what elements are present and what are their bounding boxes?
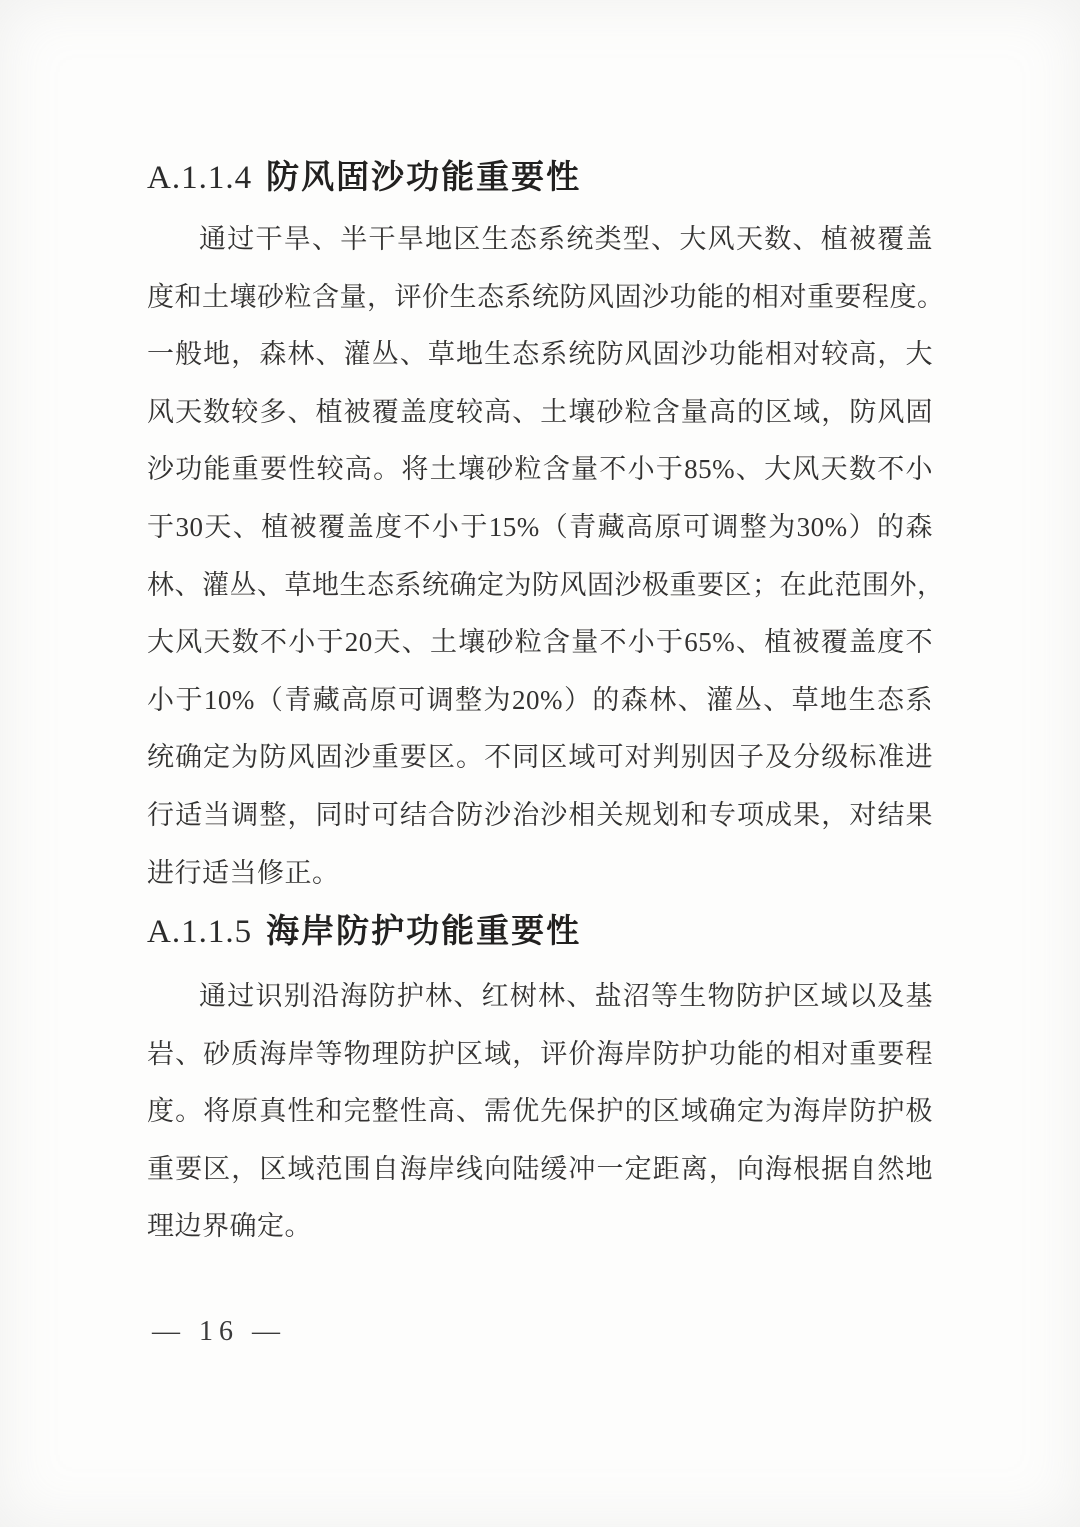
section-heading-a115 (147, 908, 933, 962)
text-line: 小于10%（青藏高原可调整为20%）的森林、灌丛、草地生态系 (147, 684, 933, 715)
section-heading-a114 (147, 154, 933, 208)
text-line: 理边界确定。 (147, 1211, 312, 1242)
text-line: 岩、砂质海岸等物理防护区域，评价海岸防护功能的相对重要程 (147, 1038, 933, 1069)
text-line: 大风天数不小于20天、土壤砂粒含量不小于65%、植被覆盖度不 (147, 627, 933, 658)
text-line: 林、灌丛、草地生态系统确定为防风固沙极重要区；在此范围外， (147, 569, 945, 600)
text-line: 沙功能重要性较高。将土壤砂粒含量不小于85%、大风天数不小 (147, 454, 933, 485)
text-line: 于30天、植被覆盖度不小于15%（青藏高原可调整为30%）的森 (147, 511, 933, 542)
page-number: — 16 — (152, 1316, 286, 1347)
section-number: A.1.1.5 (147, 914, 253, 950)
paragraph-coastal-protection (147, 968, 933, 1256)
section-number: A.1.1.4 (147, 160, 253, 196)
paragraph-windbreak-sand-fixation (147, 211, 945, 902)
text-line: 统确定为防风固沙重要区。不同区域可对判别因子及分级标准进 (147, 742, 933, 773)
text-line: 通过干旱、半干旱地区生态系统类型、大风天数、植被覆盖 (199, 224, 933, 254)
text-line: 行适当调整，同时可结合防沙治沙相关规划和专项成果，对结果 (147, 799, 933, 830)
text-line: 度。将原真性和完整性高、需优先保护的区域确定为海岸防护极 (147, 1096, 933, 1127)
section-title: 防风固沙功能重要性 (266, 160, 582, 196)
section-title: 海岸防护功能重要性 (266, 914, 582, 950)
text-line: 重要区，区域范围自海岸线向陆缓冲一定距离，向海根据自然地 (147, 1153, 933, 1184)
text-line: 通过识别沿海防护林、红树林、盐沼等生物防护区域以及基 (199, 981, 933, 1011)
text-line: 度和土壤砂粒含量，评价生态系统防风固沙功能的相对重要程度。 (147, 281, 945, 312)
text-line: 风天数较多、植被覆盖度较高、土壤砂粒含量高的区域，防风固 (147, 396, 933, 427)
text-line: 进行适当修正。 (147, 857, 340, 888)
text-line: 一般地，森林、灌丛、草地生态系统防风固沙功能相对较高，大 (147, 339, 933, 370)
